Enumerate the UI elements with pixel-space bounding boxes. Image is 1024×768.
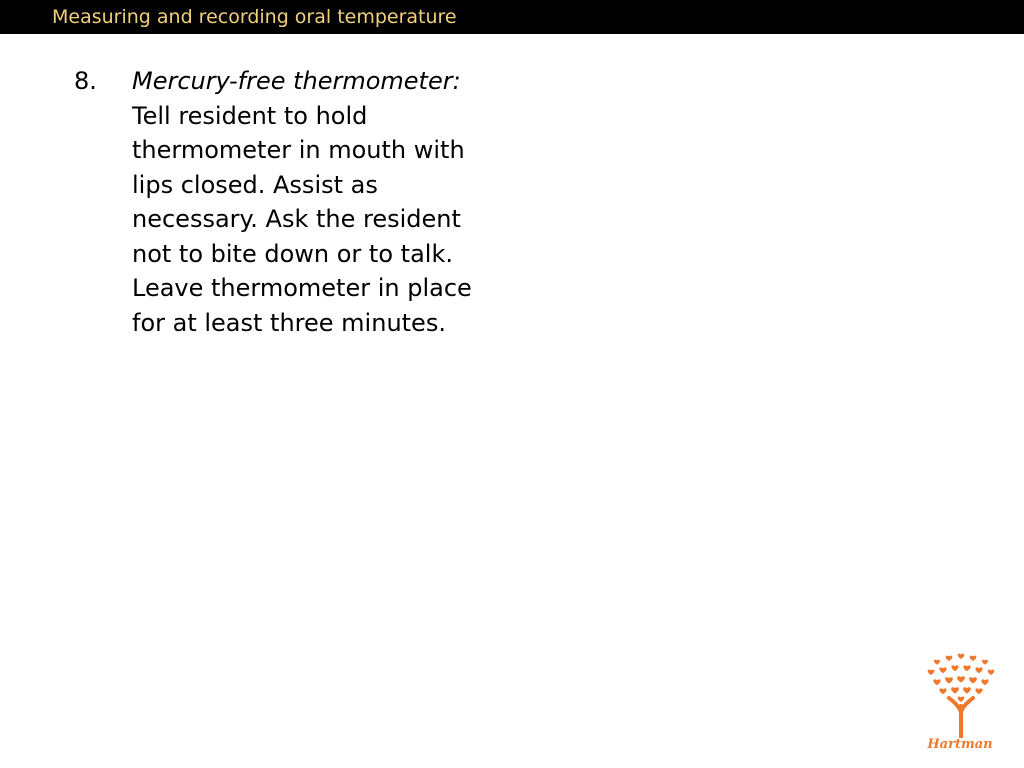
logo-heart bbox=[939, 688, 946, 694]
slide-title: Measuring and recording oral temperature bbox=[52, 6, 457, 28]
hartman-logo bbox=[918, 650, 1008, 760]
logo-heart bbox=[945, 677, 953, 683]
logo-heart bbox=[958, 697, 965, 702]
logo-heart bbox=[970, 656, 977, 661]
logo-heart bbox=[933, 679, 940, 685]
title-bar bbox=[0, 0, 1024, 34]
heart-tree-icon bbox=[918, 650, 1004, 738]
logo-heart bbox=[946, 656, 953, 661]
logo-heart bbox=[969, 677, 977, 683]
logo-heart bbox=[975, 688, 982, 694]
logo-heart bbox=[951, 665, 958, 671]
logo-heart bbox=[939, 667, 946, 673]
logo-heart bbox=[958, 654, 965, 659]
logo-heart bbox=[934, 660, 940, 665]
logo-heart bbox=[928, 670, 935, 675]
logo-wordmark: Hartman bbox=[927, 737, 993, 752]
step-text-emphasis: Mercury-free thermometer: bbox=[132, 67, 461, 95]
logo-heart bbox=[982, 660, 988, 665]
logo-heart bbox=[981, 679, 988, 685]
step-number: 8. bbox=[74, 67, 97, 95]
logo-heart bbox=[951, 687, 959, 693]
logo-heart bbox=[963, 687, 971, 693]
logo-heart bbox=[957, 676, 965, 682]
logo-heart bbox=[963, 665, 970, 671]
logo-heart bbox=[988, 670, 995, 675]
step-text bbox=[132, 64, 504, 340]
logo-heart bbox=[975, 667, 982, 673]
step-text-run: Tell resident to hold thermometer in mouth with lips closed. Assist as necessary. Ask the resident not to bite down or to talk. Leave thermometer in place for at least three minutes. bbox=[132, 101, 472, 337]
